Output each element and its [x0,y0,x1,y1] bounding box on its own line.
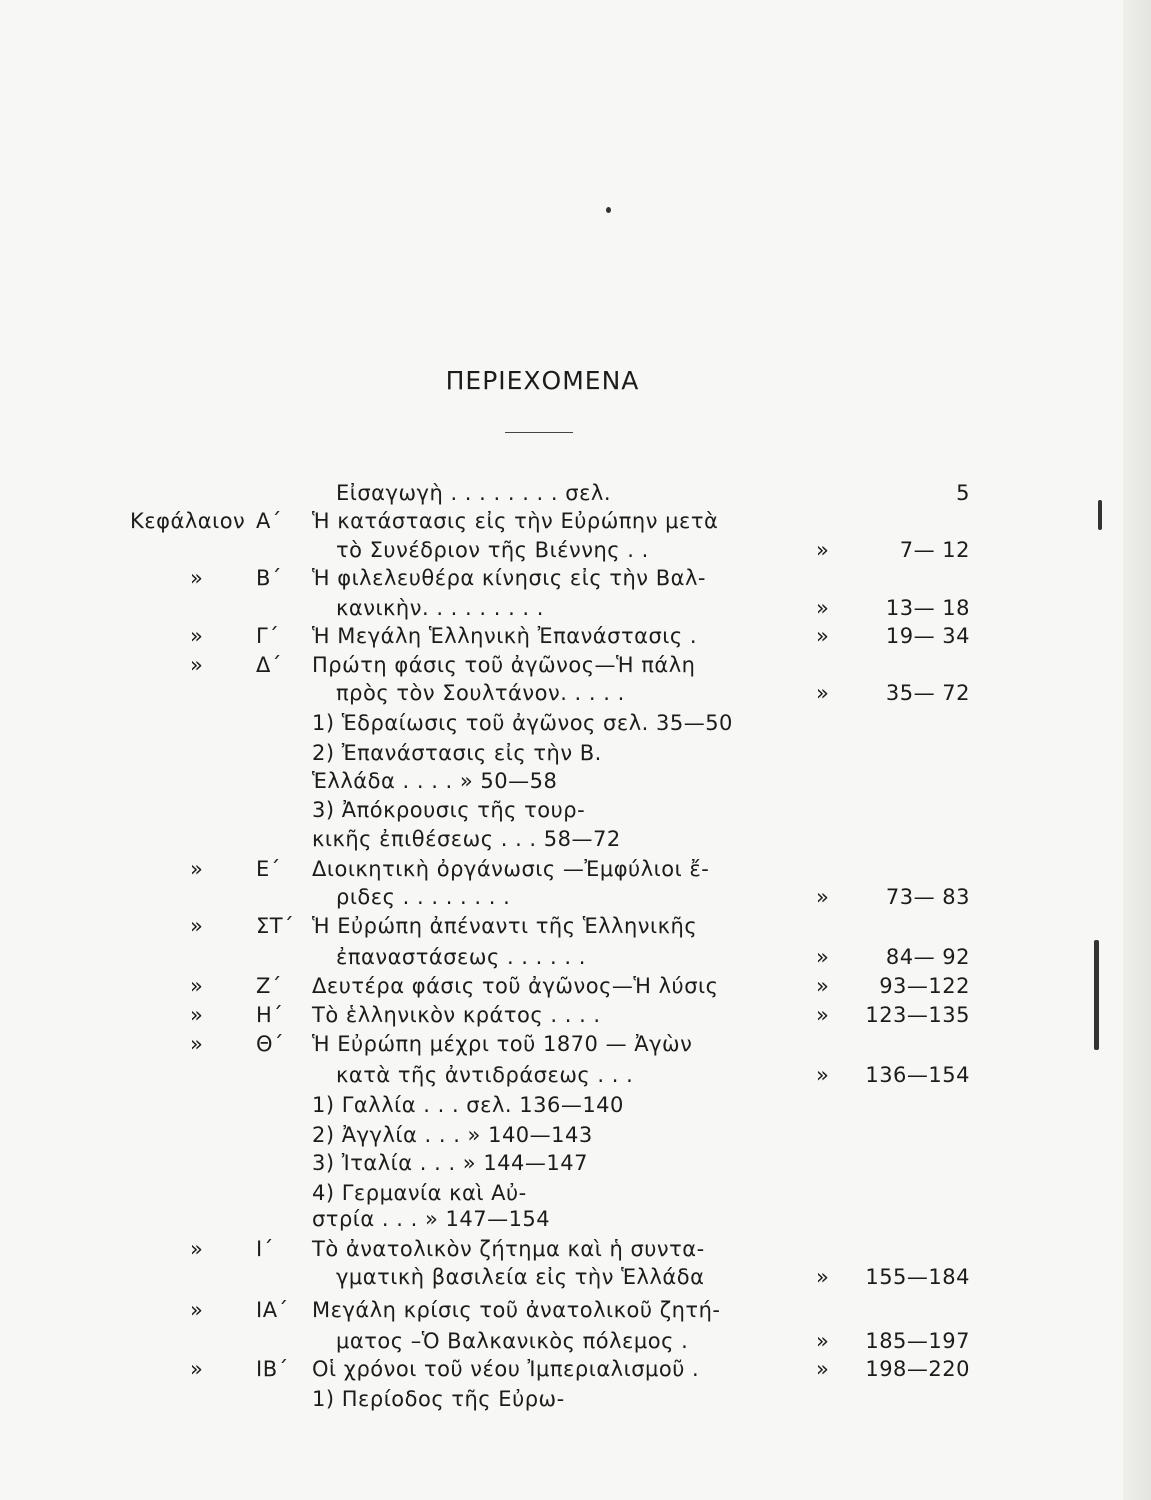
chapter-number: ΣΤ΄ [256,914,295,938]
subsection-entry: 4) Γερμανία καὶ Αὐ- [312,1181,527,1205]
page-mark: » [816,624,830,648]
chapter-title: Διοικητικὴ ὀργάνωσις —Ἐμφύλιοι ἔ- [312,857,710,881]
chapter-title: Ἡ Μεγάλη Ἑλληνικὴ Ἐπανάστασις . [312,624,698,648]
page-range: 136—154 [865,1063,970,1087]
page-mark: » [816,1003,830,1027]
chapter-label: » [190,1357,204,1381]
chapter-label: » [190,1032,204,1056]
subsection-entry: 2) Ἀγγλία . . . » 140—143 [312,1123,593,1147]
chapter-title: Δευτέρα φάσις τοῦ ἀγῶνος—Ἡ λύσις [312,974,719,998]
chapter-title: Οἱ χρόνοι τοῦ νέου Ἰμπεριαλισμοῦ . [312,1357,700,1381]
chapter-title: Ἡ Εὐρώπη μέχρι τοῦ 1870 — Ἀγὼν [312,1032,693,1056]
page-mark: » [816,885,830,909]
chapter-label: » [190,914,204,938]
page-title: ΠΕΡΙΕΧΟΜΕΝΑ [445,366,640,395]
chapter-title: Τὸ ἑλληνικὸν κράτος . . . . [312,1003,601,1027]
page-range: 5 [956,481,970,505]
page-range: 93—122 [879,974,970,998]
chapter-title: Εἰσαγωγὴ . . . . . . . . σελ. [336,481,612,505]
subsection-entry: 1) Περίοδος τῆς Εὐρω- [312,1387,565,1411]
chapter-number: Α΄ [256,509,282,533]
chapter-number: Ι΄ [256,1237,274,1261]
chapter-title-continued: κανικὴν. . . . . . . . . [336,596,544,620]
speck [606,207,611,213]
page-mark: » [816,596,830,620]
chapter-label: » [190,1237,204,1261]
page-mark: » [816,974,830,998]
speck [1094,940,1099,1050]
chapter-label: » [190,857,204,881]
page-range: 123—135 [865,1003,970,1027]
chapter-number: Δ΄ [256,653,282,677]
page-range: 73— 83 [885,885,970,909]
chapter-title-continued: ματος –Ὁ Βαλκανικὸς πόλεμος . [336,1329,689,1353]
title-divider [505,432,573,433]
chapter-label: Κεφάλαιον [130,509,246,533]
page-range: 7— 12 [899,538,970,562]
page-range: 13— 18 [885,596,970,620]
subsection-entry: 2) Ἐπανάστασις εἰς τὴν Β. [312,741,602,765]
chapter-label: » [190,566,204,590]
chapter-number: ΙΑ΄ [256,1298,289,1322]
chapter-title-continued: τὸ Συνέδριον τῆς Βιέννης . . [336,538,649,562]
chapter-number: Ζ΄ [256,974,282,998]
page-range: 185—197 [865,1329,970,1353]
chapter-number: Ε΄ [256,857,281,881]
chapter-number: ΙΒ΄ [256,1357,289,1381]
page-mark: » [816,538,830,562]
page-mark: » [816,945,830,969]
page-edge [1123,0,1151,1500]
chapter-label: » [190,1298,204,1322]
chapter-title: Ἡ Εὐρώπη ἀπέναντι τῆς Ἑλληνικῆς [312,914,698,938]
chapter-title: Ἡ κατάστασις εἰς τὴν Εὐρώπην μετὰ [312,509,719,533]
chapter-number: Θ΄ [256,1032,285,1056]
chapter-number: Η΄ [256,1003,284,1027]
chapter-label: » [190,624,204,648]
page-range: 35— 72 [885,681,970,705]
subsection-entry: 3) Ἀπόκρουσις τῆς τουρ- [312,798,586,822]
subsection-entry: 3) Ἰταλία . . . » 144—147 [312,1151,588,1175]
chapter-title-continued: πρὸς τὸν Σουλτάνον. . . . . [336,681,625,705]
subsection-entry: στρία . . . » 147—154 [312,1207,551,1231]
chapter-label: » [190,653,204,677]
subsection-entry: 1) Ἑδραίωσις τοῦ ἀγῶνος σελ. 35—50 [312,711,733,735]
page-mark: » [816,1063,830,1087]
chapter-title-continued: ριδες . . . . . . . . [336,885,511,909]
page-mark: » [816,1329,830,1353]
page-range: 155—184 [865,1265,970,1289]
chapter-title: Μεγάλη κρίσις τοῦ ἀνατολικοῦ ζητή- [312,1298,721,1322]
page-mark: » [816,1357,830,1381]
chapter-title: Πρώτη φάσις τοῦ ἀγῶνος—Ἡ πάλη [312,653,696,677]
chapter-title: Ἡ φιλελευθέρα κίνησις εἰς τὴν Βαλ- [312,566,706,590]
chapter-number: Γ΄ [256,624,280,648]
speck [1098,500,1102,530]
page-range: 19— 34 [885,624,970,648]
chapter-label: » [190,1003,204,1027]
chapter-title-continued: γματικὴ βασιλεία εἰς τὴν Ἑλλάδα [336,1265,705,1289]
chapter-number: Β΄ [256,566,282,590]
chapter-title: Τὸ ἀνατολικὸν ζήτημα καὶ ἡ συντα- [312,1237,705,1261]
chapter-title-continued: κατὰ τῆς ἀντιδράσεως . . . [336,1063,634,1087]
chapter-title-continued: ἐπαναστάσεως . . . . . . [336,945,586,969]
chapter-label: » [190,974,204,998]
page-mark: » [816,681,830,705]
page-range: 198—220 [865,1357,970,1381]
page-range: 84— 92 [885,945,970,969]
subsection-entry: 1) Γαλλία . . . σελ. 136—140 [312,1093,624,1117]
subsection-entry: κικῆς ἐπιθέσεως . . . 58—72 [312,827,621,851]
page-mark: » [816,1265,830,1289]
subsection-entry: Ἑλλάδα . . . . » 50—58 [312,769,558,793]
